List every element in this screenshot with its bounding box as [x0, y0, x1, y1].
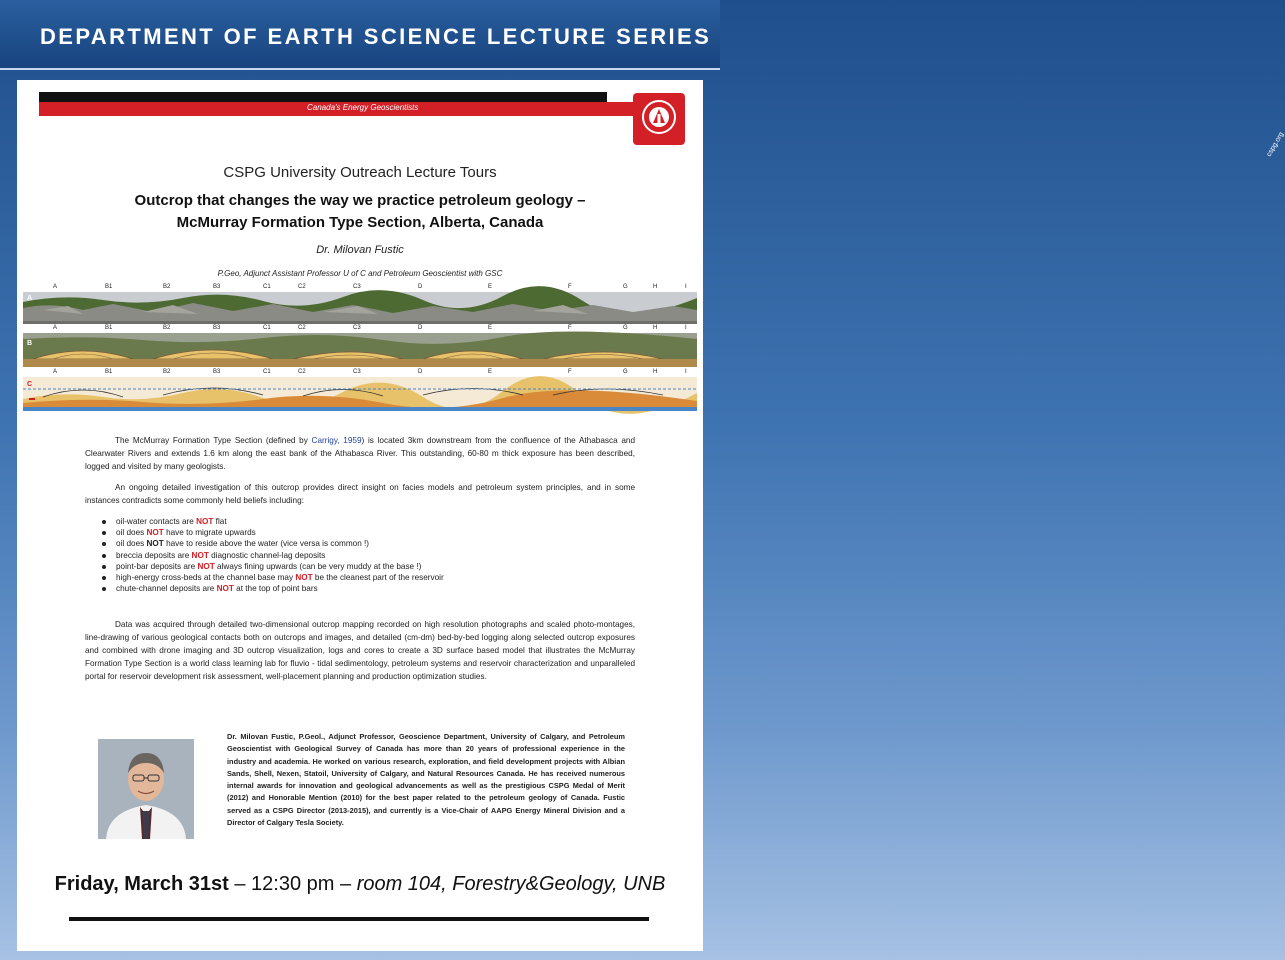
- interpreted-outcrop-panel: [23, 333, 697, 367]
- speaker-bio: Dr. Milovan Fustic, P.Geol., Adjunct Professor, Geoscience Department, University of Calgary, and Petroleum Geoscientist with Geological Survey of Canada has more than 20 years of professional experience in the industry and academia. He worked on various research, exploration, and field development projects with Albian Sands, Shell, Nexen, Statoil, University of Calgary, and Natural Resources Canada. He has received numerous internal awards for innovation and geological advancements as well as the prestigious CSPG Medal of Merit (2012) and Honorable Mention (2010) for the best paper related to the petroleum geology of Canada. Fustic served as a CSPG Director (2013-2015), and currently is a Vice-Chair of AAPG Energy Mineral Division and a Director of Calgary Tesla Society.: [227, 732, 625, 828]
- speaker-photo-icon: [98, 739, 194, 839]
- footer-divider: [69, 917, 649, 921]
- speaker-portrait: [98, 739, 194, 839]
- intro-paragraph-2: An ongoing detailed investigation of this outcrop provides direct insight on facies models and petroleum system principles, and in some instances contradicts some commonly held beliefs including:: [85, 483, 635, 505]
- lecture-title-line-1: Outcrop that changes the way we practice petroleum geology –: [134, 192, 586, 209]
- svg-text:C: C: [27, 381, 33, 388]
- list-item: oil does NOT have to migrate upwards: [100, 527, 630, 538]
- cspg-header-bar-black: [39, 92, 607, 102]
- cspg-tagline: Canada's Energy Geoscientists: [307, 103, 419, 112]
- outcrop-photomontage: [23, 284, 697, 411]
- svg-text:A: A: [27, 295, 33, 302]
- line-drawing-panel: [23, 377, 697, 411]
- banner-title: DEPARTMENT OF EARTH SCIENCE LECTURE SERIES: [40, 24, 712, 49]
- list-item: breccia deposits are NOT diagnostic channel-lag deposits: [100, 550, 630, 561]
- citation-link: Carrigy, 1959: [311, 436, 362, 445]
- lecture-tour-name: CSPG University Outreach Lecture Tours: [223, 164, 497, 181]
- lecture-title-line-2: McMurray Formation Type Section, Alberta, Canada: [176, 214, 544, 231]
- list-item: point-bar deposits are NOT always fining upwards (can be very muddy at the base !): [100, 561, 630, 572]
- list-item: high-energy cross-beds at the channel base may NOT be the cleanest part of the reservoir: [100, 572, 630, 583]
- panel-c-station-labels: A B1 B2 B3 C1 C2 C3 D E F G H I: [53, 369, 687, 375]
- event-date: Friday, March 31st: [54, 873, 229, 895]
- list-item: oil does NOT have to reside above the water (vice versa is common !): [100, 538, 630, 549]
- lecture-title: [77, 190, 643, 234]
- speaker-name: Dr. Milovan Fustic: [316, 244, 404, 256]
- list-item: oil-water contacts are NOT flat: [100, 516, 630, 527]
- lecture-series-banner: [0, 0, 720, 70]
- cspg-url: cspg.org: [1265, 131, 1285, 158]
- cspg-logo: [633, 93, 1285, 158]
- list-item: chute-channel deposits are NOT at the top of point bars: [100, 583, 630, 594]
- poster-sheet: [17, 80, 1285, 951]
- contradicted-beliefs-list: [100, 516, 630, 594]
- intro-paragraph-1: The McMurray Formation Type Section (defined by Carrigy, 1959) is located 3km downstream from the confluence of the Athabasca and Clearwater Rivers and extends 1.6 km along the east bank of the Athabasca River. This outstanding, 60-80 m thick exposure has been described, logged and visited by many geologists.: [85, 436, 636, 471]
- event-location: room 104, Forestry&Geology, UNB: [356, 873, 666, 895]
- data-acquisition-paragraph: Data was acquired through detailed two-dimensional outcrop mapping recorded on high resolution photographs and scaled photo-montages, line-drawing of various geological contacts both on outcrops and images, and detailed (cm-dm) bed-by-bed logging along selected outcrop exposures and combined with drone imaging and 3D outcrop visualization, logs and cores to create a 3D surface based model that illustrates the McMurray Formation Type Section is a world class learning lab for fluvio - tidal sedimentology, petroleum systems and reservoir characterization and unparalleled portal for reservoir development risk assessment, well-placement planning and production optimization studies.: [85, 620, 635, 681]
- event-time: 12:30 pm: [251, 873, 335, 895]
- event-details: Friday, March 31st – 12:30 pm – room 104, Forestry&Geology, UNB: [54, 873, 666, 895]
- panel-a-station-labels: A B1 B2 B3 C1 C2 C3 D E F G H I: [53, 284, 687, 290]
- svg-text:B: B: [27, 340, 33, 347]
- speaker-affiliation: P.Geo, Adjunct Assistant Professor U of C and Petroleum Geoscientist with GSC: [217, 269, 503, 278]
- outcrop-photo-panel: [23, 292, 697, 324]
- cspg-emblem-icon: [639, 97, 679, 137]
- panel-b-station-labels: A B1 B2 B3 C1 C2 C3 D E F G H I: [53, 325, 687, 331]
